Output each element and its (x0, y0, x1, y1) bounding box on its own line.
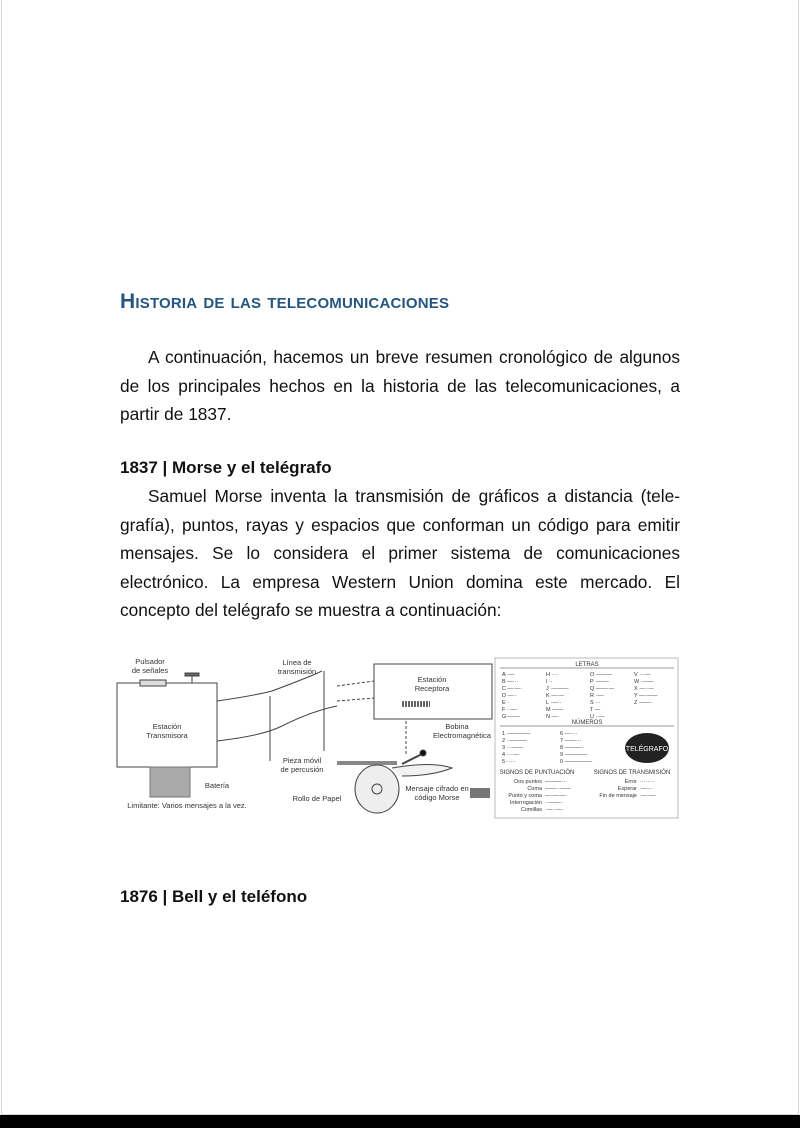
morse-letter: A ·— (502, 672, 515, 678)
telegraph-diagram (112, 656, 682, 820)
section-heading-1837: 1837 | Morse y el telégrafo (120, 458, 332, 477)
punctuation-name: Comillas (520, 807, 542, 813)
morse-number: 9 ————· (560, 752, 589, 758)
label-receptora: Estación (417, 675, 447, 684)
morse-letter: O ——— (590, 672, 613, 678)
punctuation-name: Interrogación (509, 800, 542, 806)
morse-number: 5 ····· (502, 759, 516, 765)
bottom-bar (0, 1115, 800, 1128)
morse-letter: F ··—· (502, 707, 518, 713)
label-limitante: Limitante: Varios mensajes a la vez. (127, 801, 247, 810)
badge-text: TELÉGRAFO (625, 746, 669, 753)
morse-letter: B —··· (502, 679, 519, 685)
morse-letter: M —— (546, 707, 564, 713)
morse-number: 0 ————— (560, 759, 593, 765)
morse-letter: C —·—· (502, 686, 523, 692)
morse-letter: G ——· (502, 714, 521, 720)
morse-number: 4 ····— (502, 752, 520, 758)
label-pieza: Pieza móvil (282, 756, 322, 765)
label-pieza-2: de percusión (280, 765, 324, 774)
morse-code-table (495, 658, 678, 818)
morse-number: 7 ——··· (560, 738, 582, 744)
punctuation-code: ———··· (545, 779, 567, 785)
telegrafo-badge (625, 733, 669, 763)
section-heading-1876: 1876 | Bell y el teléfono (120, 887, 308, 906)
punctuation-name: Dos puntos (514, 779, 542, 785)
morse-letter: H ···· (546, 672, 559, 678)
morse-letter: Z ——·· (634, 700, 654, 706)
label-linea-2: transmisión (277, 667, 317, 676)
morse-number: 8 ———·· (560, 745, 585, 751)
punctuation-code: ·—··—· (545, 807, 564, 813)
label-pulsador: Pulsador (135, 657, 165, 666)
morse-number: 1 ·———— (502, 731, 531, 737)
morse-letter: D —·· (502, 693, 517, 699)
label-mensaje-2: código Morse (414, 793, 460, 802)
morse-letter: T — (590, 707, 601, 713)
punctuation-name: Punto y coma (508, 793, 542, 799)
letras-title: LETRAS (575, 662, 599, 668)
punctuation-name: Coma (527, 786, 542, 792)
label-pulsador-2: de señales (131, 666, 169, 675)
transmission-code: ·—·—· (640, 793, 657, 799)
morse-letter: S ··· (590, 700, 601, 706)
morse-number: 6 —···· (560, 731, 578, 737)
punctuation-code: —·—·—· (545, 793, 567, 799)
transmission-code: ········ (640, 779, 655, 785)
morse-letter: K —·— (546, 693, 565, 699)
label-transmisora-2: Transmisora (146, 731, 188, 740)
morse-letter: P ·——· (590, 679, 610, 685)
morse-letter: U ··— (590, 714, 605, 720)
punctuation-code: ··——·· (545, 800, 564, 806)
morse-letter: W ·—— (634, 679, 654, 685)
label-mensaje: Mensaje cifrado en (405, 784, 469, 793)
transmission-code: ·—··· (640, 786, 653, 792)
morse-letter: R ·—· (590, 693, 605, 699)
numeros-title: NÚMEROS (571, 720, 603, 726)
page-title: Historia de las telecomunicaciones (120, 290, 450, 313)
morse-letter: E · (502, 700, 510, 706)
label-transmisora: Estación (152, 722, 182, 731)
transmission-name: Error (624, 779, 637, 785)
morse-letter: L ·—·· (546, 700, 562, 706)
label-bobina: Bobina (445, 722, 469, 731)
label-bateria: Batería (204, 781, 230, 790)
transmission-name: Esperar (617, 786, 637, 792)
punctuation-code: ——··—— (545, 786, 571, 792)
morse-letter: J ·——— (546, 686, 569, 692)
label-bobina-2: Electromagnética (433, 731, 491, 740)
morse-number: 2 ··——— (502, 738, 527, 744)
intro-paragraph: A continuación, hacemos un breve resumen cronológico de algunos de los principales hechos en la historia de las telecomunicaciones, a partir de 1837. (120, 347, 680, 424)
label-rollo: Rollo de Papel (292, 794, 342, 803)
morse-letter: V ···— (634, 672, 651, 678)
puntuacion-title: SIGNOS DE PUNTUACIÓN (499, 770, 575, 776)
section-body-1837: Samuel Morse inventa la transmisión de gráficos a distancia (tele-grafía), puntos, rayas y espacios que conforman un código para emitir mensajes. Se lo considera el primer sistema de comunicaciones electrónico. La empresa Western Union domina este mercado. El concepto del telégrafo se muestra a continuación: (120, 486, 680, 620)
morse-letter: X —··— (634, 686, 654, 692)
label-receptora-2: Receptora (414, 684, 450, 693)
label-linea: Línea de (282, 658, 312, 667)
transmission-name: Fin de mensaje (599, 793, 637, 799)
morse-number: 3 ···—— (502, 745, 524, 751)
morse-letter: N —· (546, 714, 559, 720)
transmision-title: SIGNOS DE TRANSMISIÓN (593, 770, 671, 776)
morse-letter: Y —·—— (634, 693, 658, 699)
morse-letter: I ·· (546, 679, 553, 685)
morse-letter: Q ——·— (590, 686, 615, 692)
